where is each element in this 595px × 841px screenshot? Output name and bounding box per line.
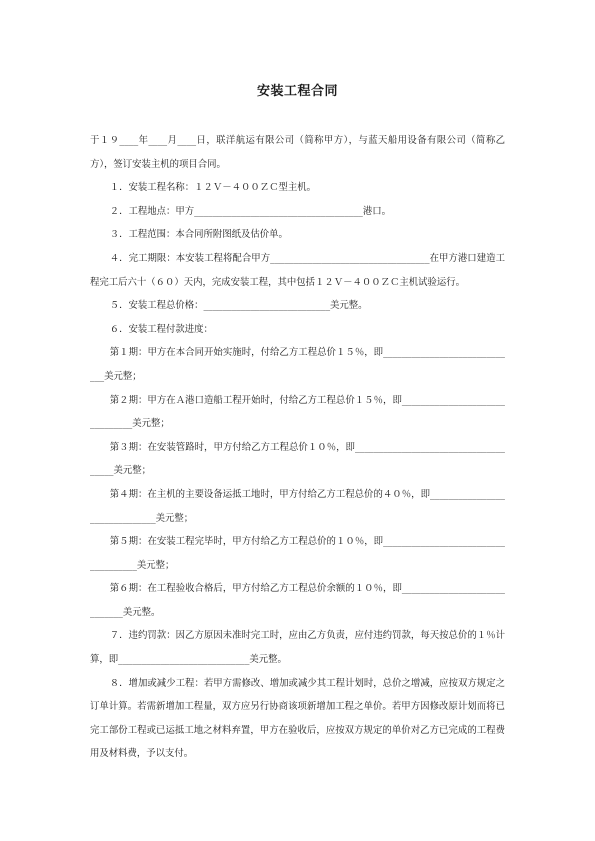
payment-installment-6: 第６期：在工程验收合格后，甲方付给乙方工程总价余额的１０％，即_____________________________美元整。 xyxy=(90,583,505,618)
clause-project-name: １．安装工程名称：１２Ｖ－４００ＺＣ型主机。 xyxy=(109,182,316,194)
clause-penalty: ７．违约罚款：因乙方原因未准时完工时，应由乙方负责，应付违约罚款，每天按总价的１％计算，即____________________________美元整。 xyxy=(90,630,505,666)
document-title: 安装工程合同 xyxy=(256,84,338,99)
clause-total-price: ５．安装工程总价格：___________________________美元整。 xyxy=(109,300,368,312)
clause-project-location: ２．工程地点：甲方____________________________________港口。 xyxy=(109,205,391,217)
clause-project-scope: ３．工程范围：本合同所附图纸及估价单。 xyxy=(109,229,288,241)
contract-preamble: 于１９____年____月____日，联洋航运有限公司（简称甲方），与蓝天船用设备有限公司（简称乙方），签订安装主机的项目合同。 xyxy=(90,135,505,170)
payment-installment-5: 第５期：在安装工程完毕时，甲方付给乙方工程总价的１０％，即____________________________________美元整； xyxy=(90,536,505,571)
clause-payment-schedule: ６．安装工程付款进度： xyxy=(109,323,213,335)
payment-installment-4: 第４期：在主机的主要设备运抵工地时，甲方付给乙方工程总价的４０％，即______________________________美元整； xyxy=(90,488,505,524)
clause-completion-deadline: ４．完工期限：本安装工程将配合甲方__________________________________在甲方港口建造工程完工后六十（６０）天内，完成安装工程，其中包括１２Ｖ－４００ＺＣ主机试验运行。 xyxy=(90,252,505,288)
payment-installment-1: 第１期：甲方在本合同开始实施时，付给乙方工程总价１５％，即_____________________________美元整； xyxy=(90,347,505,382)
clause-work-changes: ８．增加或减少工程：若甲方需修改、增加或减少其工程计划时，总价之增减，应按双方规定之订单计算。若需新增加工程量，双方应另行协商该项新增加工程之单价。若甲方因修改原计划而将已完工部份工程或已运抵工地之材料弃置，甲方在验收后，应按双方规定的单价对乙方已完成的工程费用及材料费，予以支付。 xyxy=(90,677,505,760)
payment-installment-2: 第２期：甲方在Ａ港口造船工程开始时，付给乙方工程总价１５％，即_______________________________美元整； xyxy=(90,394,505,430)
payment-installment-3: 第３期：在安装管路时，甲方付给乙方工程总价１０％，即_____________________________________美元整； xyxy=(90,441,505,477)
